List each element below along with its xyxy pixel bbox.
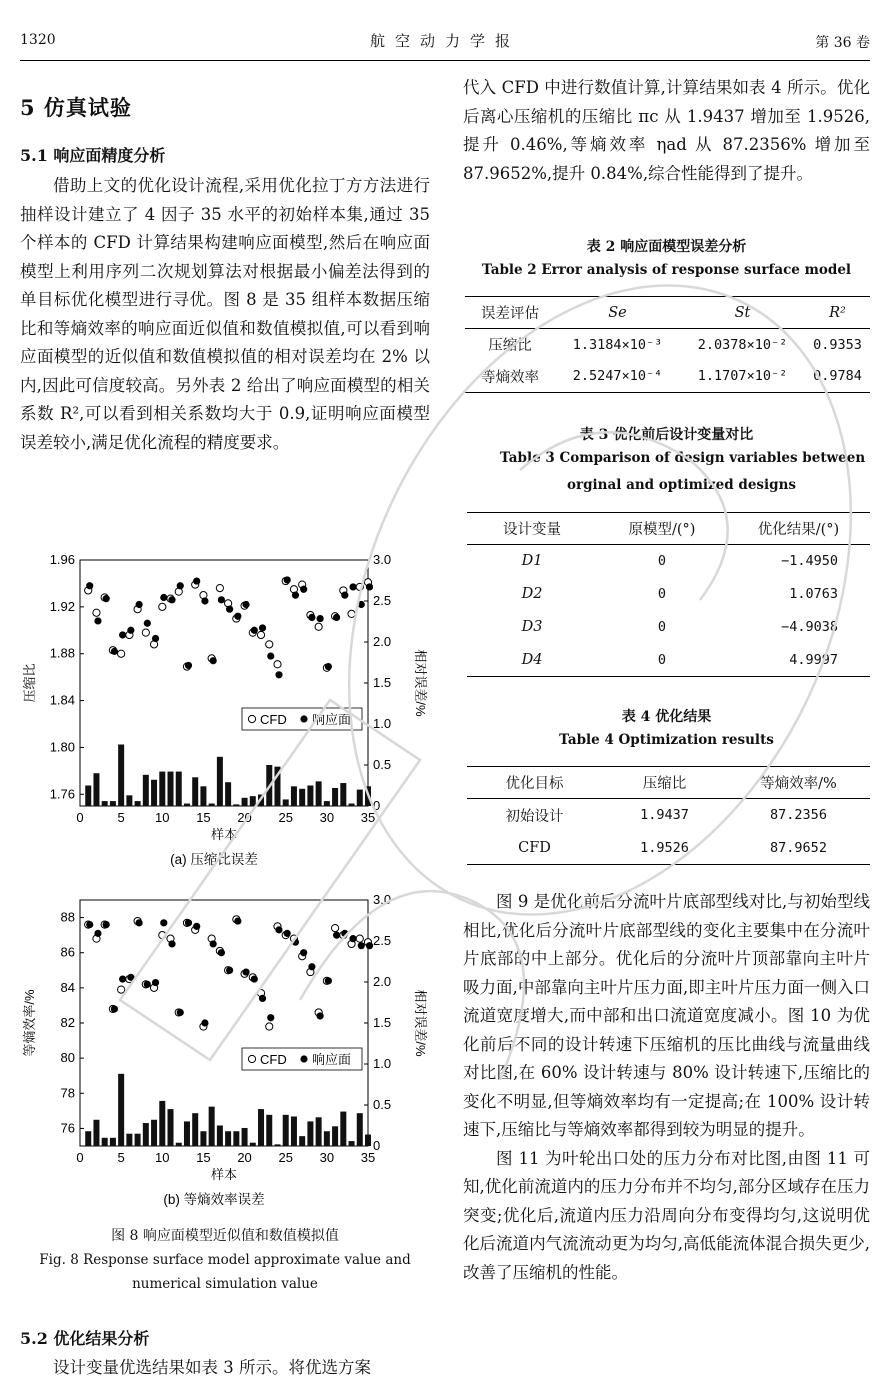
response-surface-point [284, 576, 291, 583]
cfd-point [274, 661, 281, 668]
table-row [467, 611, 870, 644]
right-paragraph-2: 图 9 是优化前后分流叶片底部型线对比,与初始型线相比,优化后分流叶片底部型线的变化主要集中在分流叶片底部的中上部分。优化后的分流叶片顶部靠向主叶片吸力面,中部靠向主叶片压力面,即主叶片压力面一侧入口流道宽度增大,而中部和出口流道宽度减小。图 10 为优化前后不同的设计转速下压缩机的压比曲线与流量曲线对比图,在 60% 设计转速与 80% 设计转速下,压缩比的变化不明显,但等熵效率均有一定提高;在 100% 设计转速下,压缩比与等熵效率都得到较为明显的提升。 [463, 892, 870, 1139]
x-tick-label: 0 [76, 810, 84, 825]
table-cell: 1.0763 [789, 586, 838, 602]
response-surface-point [127, 627, 134, 634]
table-cell: 0.9784 [813, 368, 862, 385]
error-bar [102, 801, 108, 806]
error-bar [217, 757, 223, 806]
response-surface-point [308, 614, 315, 621]
response-surface-point [185, 919, 192, 926]
cfd-point [159, 603, 166, 610]
response-surface-point [349, 583, 356, 590]
response-surface-point [201, 597, 208, 604]
response-surface-point [185, 662, 192, 669]
y-tick-label: 86 [60, 944, 75, 960]
cfd-point [266, 1023, 273, 1030]
table-cell: CFD [518, 839, 551, 856]
error-bar [118, 1074, 124, 1146]
legend-cfd-label: CFD [260, 712, 287, 727]
table-cell: 0 [657, 586, 667, 602]
x-tick-label: 5 [117, 1150, 125, 1165]
table-cell: 1.1707×10⁻² [697, 368, 788, 385]
table-header-cell: Se [608, 304, 627, 321]
x-tick-label: 25 [278, 1150, 293, 1165]
cfd-point [93, 609, 100, 616]
response-surface-point [234, 917, 241, 924]
section-5-1-paragraph: 借助上文的优化设计流程,采用优化拉丁方方法进行抽样设计建立了 4 因子 35 水平的初始样本集,通过 35 个样本的 CFD 计算结果构建响应面模型,然后在响应面模型上利用序列二次规划算法对根据最小偏差法得到的单目标优化模型进行寻优。图 8 是 35 组样本数据压缩比和等熵效率的响应面近似值和数值模拟值,可以看到响应面模型的近似值和数值模拟值的相对误差均在 2% 以内,因此可信度较高。另外表 2 给出了响应面模型的相关系数 R²,可以看到相关系数均大于 0.9,证明响应面模型误差较小,满足优化流程的精度要求。 [20, 176, 430, 452]
table-cell: 0.9353 [813, 336, 862, 353]
table-3-title-en-line1: Table 3 Comparison of design variables between [500, 450, 866, 466]
y-tick-label: 1.84 [49, 692, 75, 708]
subfigure-caption: (a) 压缩比误差 [170, 852, 258, 867]
response-surface-point [119, 975, 126, 982]
error-bar [225, 1131, 231, 1146]
y-tick-label: 80 [60, 1050, 75, 1066]
x-tick-label: 10 [155, 1150, 170, 1165]
x-tick-label: 35 [360, 810, 376, 825]
table-header-row [465, 297, 870, 329]
error-bar [110, 1138, 116, 1146]
header-rule [20, 60, 870, 61]
response-surface-point [275, 671, 282, 678]
error-bar [126, 795, 132, 806]
table-2-title-cn: 表 2 响应面模型误差分析 [586, 239, 747, 255]
response-surface-point [251, 975, 258, 982]
y-tick-label: 76 [60, 1120, 75, 1136]
error-bar [316, 781, 322, 806]
table-cell: 初始设计 [505, 808, 564, 825]
table-row [467, 644, 870, 677]
error-bar [151, 1120, 157, 1146]
cfd-point [216, 585, 223, 592]
error-bar [258, 1109, 264, 1146]
x-tick-label: 10 [155, 810, 170, 825]
table-header-cell: 设计变量 [503, 522, 561, 538]
table-row [467, 832, 870, 865]
response-surface-point [341, 592, 348, 599]
volume-label: 第 36 卷 [815, 35, 870, 51]
table-cell: −4.9038 [781, 619, 838, 635]
table-cell: 0 [657, 619, 667, 635]
response-surface-point [218, 596, 225, 603]
response-surface-point [366, 583, 373, 590]
error-bar [110, 801, 116, 806]
y2-axis-label: 相对误差/% [413, 649, 428, 717]
table-cell: 87.9652 [770, 839, 827, 856]
response-surface-point [292, 939, 299, 946]
error-bar [118, 745, 124, 807]
y2-tick-label: 0.5 [373, 757, 392, 772]
error-bar [184, 1121, 190, 1146]
right-paragraph-1: 代入 CFD 中进行数值计算,计算结果如表 4 所示。优化后离心压缩机的压缩比 πc 从 1.9437 增加至 1.9526,提升 0.46%,等熵效率 ηad 从 87.2356% 增加至 87.9652%,提升 0.84%,综合性能得到了提升。 [463, 78, 870, 183]
response-surface-point [325, 977, 332, 984]
error-bar [340, 1112, 346, 1146]
y2-tick-label: 2.5 [373, 593, 392, 608]
legend-rs-label: 响应面 [312, 1052, 352, 1067]
y2-tick-label: 2.5 [373, 933, 392, 948]
error-bar [357, 790, 363, 806]
response-surface-point [325, 663, 332, 670]
error-bar [283, 799, 289, 806]
table-3-title-cn: 表 3 优化前后设计变量对比 [579, 427, 754, 443]
table-cell: D1 [521, 553, 543, 570]
error-bar [151, 780, 157, 806]
response-surface-point [152, 979, 159, 986]
error-bar [192, 777, 198, 806]
response-surface-point [111, 1005, 118, 1012]
error-bar [274, 767, 280, 806]
error-bar [85, 1131, 91, 1146]
error-bar [299, 1136, 305, 1146]
y-tick-label: 1.80 [49, 739, 75, 755]
response-surface-point [210, 657, 217, 664]
table-header-row [467, 767, 870, 799]
error-bar [291, 786, 297, 806]
error-bar [225, 782, 231, 806]
response-surface-point [193, 577, 200, 584]
response-surface-point [226, 606, 233, 613]
figure-8-caption-en-line1: Fig. 8 Response surface model approximate value and [39, 1252, 411, 1268]
y2-tick-label: 3.0 [373, 892, 392, 907]
x-axis-label: 样本 [210, 1167, 238, 1182]
table-cell: 2.0378×10⁻² [697, 336, 788, 353]
response-surface-point [267, 1014, 274, 1021]
x-tick-label: 30 [319, 810, 335, 825]
response-surface-point [136, 919, 143, 926]
y-tick-label: 1.96 [49, 552, 75, 567]
error-bar [168, 772, 174, 806]
error-bar [192, 1113, 198, 1146]
legend-rs-marker [300, 715, 307, 722]
error-bar [316, 1117, 322, 1146]
subfigure-caption: (b) 等熵效率误差 [163, 1192, 265, 1207]
table-cell: 1.3184×10⁻³ [572, 336, 663, 353]
y-tick-label: 1.88 [49, 645, 75, 661]
cfd-point [356, 935, 363, 942]
table-header-cell: 等熵效率/% [760, 776, 837, 792]
table-cell: 4.9997 [789, 651, 838, 668]
error-bar [250, 1143, 256, 1146]
response-surface-point [86, 921, 93, 928]
legend-cfd-marker [248, 715, 255, 722]
section-5-title: 5 仿真试验 [20, 95, 132, 120]
x-axis-label: 样本 [210, 827, 238, 842]
section-5-1-title: 5.1 响应面精度分析 [20, 146, 166, 165]
table-cell: 0 [657, 651, 667, 668]
table-header-cell: 优化目标 [505, 776, 564, 792]
table-cell: D2 [521, 586, 543, 602]
error-bar [266, 765, 272, 806]
section-5-2-paragraph: 设计变量优选结果如表 3 所示。将优选方案 [53, 1358, 371, 1377]
x-tick-label: 20 [237, 810, 252, 825]
response-surface-point [333, 614, 340, 621]
y2-tick-label: 0 [373, 798, 381, 813]
error-bar [332, 1126, 338, 1146]
x-tick-label: 30 [319, 1150, 335, 1165]
cfd-point [118, 650, 125, 657]
error-bar [274, 1144, 280, 1146]
table-header-cell: 误差评估 [481, 306, 539, 322]
response-surface-point [341, 930, 348, 937]
response-surface-point [358, 942, 365, 949]
table-header-cell: St [734, 304, 751, 321]
legend-cfd-label: CFD [260, 1052, 287, 1067]
response-surface-point [152, 635, 159, 642]
cfd-point [257, 631, 264, 638]
y2-tick-label: 0.5 [373, 1097, 392, 1112]
response-surface-point [168, 596, 175, 603]
table-cell: 1.9526 [640, 839, 689, 856]
error-bar [307, 1121, 313, 1146]
figure-8-caption-en-line2: numerical simulation value [132, 1276, 318, 1292]
error-bar [184, 804, 190, 806]
response-surface-point [275, 926, 282, 933]
error-bar [168, 1109, 174, 1146]
error-bar [324, 1131, 330, 1146]
error-bar [217, 1126, 223, 1147]
section-5-2-title: 5.2 优化结果分析 [20, 1329, 150, 1348]
response-surface-point [94, 930, 101, 937]
table-cell: 等熵效率 [481, 369, 539, 386]
error-bar [307, 786, 313, 807]
error-bar [135, 801, 141, 806]
response-surface-point [300, 586, 307, 593]
x-tick-label: 15 [196, 1150, 211, 1165]
response-surface-point [366, 942, 373, 949]
error-bar [258, 795, 264, 806]
error-bar [299, 789, 305, 806]
y2-tick-label: 0 [373, 1138, 381, 1153]
table-4 [467, 766, 870, 865]
table-row [467, 578, 870, 611]
table-header-cell: R² [829, 304, 846, 321]
table-cell: −1.4950 [781, 553, 838, 570]
x-tick-label: 0 [76, 1150, 84, 1165]
table-header-cell: 优化结果/(°) [757, 522, 840, 538]
error-bar [332, 788, 338, 806]
error-bar [365, 786, 371, 806]
response-surface-point [127, 974, 134, 981]
x-tick-label: 35 [360, 1150, 376, 1165]
table-cell: 87.2356 [770, 807, 827, 824]
legend-rs-marker [300, 1055, 307, 1062]
error-bar [159, 1101, 165, 1146]
cfd-point [331, 925, 338, 932]
error-bar [200, 1131, 206, 1146]
error-bar [242, 1128, 248, 1146]
response-surface-point [358, 601, 365, 608]
response-surface-point [333, 932, 340, 939]
table-row [467, 545, 870, 578]
response-surface-point [86, 582, 93, 589]
response-surface-point [103, 921, 110, 928]
error-bar [340, 783, 346, 806]
y-tick-label: 1.92 [49, 598, 75, 614]
table-cell: 2.5247×10⁻⁴ [572, 368, 663, 385]
response-surface-point [259, 995, 266, 1002]
error-bar [233, 1131, 239, 1146]
legend-rs-label: 响应面 [312, 712, 352, 727]
error-bar [209, 1107, 215, 1146]
response-surface-point [251, 627, 258, 634]
response-surface-point [242, 601, 249, 608]
y2-tick-label: 1.0 [373, 1056, 392, 1071]
response-surface-point [160, 594, 167, 601]
y2-axis-label: 相对误差/% [413, 989, 428, 1057]
response-surface-point [111, 648, 118, 655]
error-bar [242, 798, 248, 806]
error-bar [250, 796, 256, 806]
cfd-point [348, 610, 355, 617]
table-cell: 0 [657, 553, 667, 570]
response-surface-point [242, 968, 249, 975]
y-axis-label: 压缩比 [22, 663, 37, 703]
error-bar [349, 1141, 355, 1146]
response-surface-point [136, 601, 143, 608]
y-tick-label: 84 [60, 979, 75, 995]
table-header-cell: 压缩比 [642, 776, 687, 792]
error-bar [176, 1143, 182, 1146]
y-tick-label: 78 [60, 1085, 75, 1101]
running-header [20, 28, 870, 54]
response-surface-point [218, 949, 225, 956]
table-row [467, 799, 870, 832]
table-4-title-cn: 表 4 优化结果 [621, 709, 712, 725]
x-tick-label: 25 [278, 810, 293, 825]
response-surface-point [284, 930, 291, 937]
table-3-title-en-line2: orginal and optimized designs [567, 477, 797, 493]
error-bar [93, 773, 99, 806]
y-axis-label: 等熵效率/% [22, 989, 37, 1057]
chart-a-compression-ratio [20, 548, 430, 878]
y2-tick-label: 1.5 [373, 1015, 392, 1030]
figure-8-caption-cn: 图 8 响应面模型近似值和数值模拟值 [111, 1228, 339, 1244]
error-bar [176, 772, 182, 806]
table-4-title-en: Table 4 Optimization results [559, 732, 774, 748]
response-surface-point [349, 935, 356, 942]
chart-b-isentropic-efficiency [20, 888, 430, 1218]
cfd-point [159, 932, 166, 939]
error-bar [266, 1115, 272, 1146]
error-bar [365, 1135, 371, 1146]
table-cell: D3 [521, 619, 543, 635]
error-bar [143, 1123, 149, 1146]
response-surface-point [259, 624, 266, 631]
cfd-point [266, 641, 273, 648]
response-surface-point [201, 1019, 208, 1026]
y2-tick-label: 3.0 [373, 552, 392, 567]
error-bar [291, 1116, 297, 1146]
error-bar [135, 1134, 141, 1146]
response-surface-point [308, 963, 315, 970]
error-bar [200, 786, 206, 806]
response-surface-point [103, 595, 110, 602]
response-surface-point [144, 981, 151, 988]
y2-tick-label: 2.0 [373, 634, 392, 649]
legend-cfd-marker [248, 1055, 255, 1062]
error-bar [102, 1138, 108, 1146]
error-bar [357, 1113, 363, 1146]
table-header-cell: 原模型/(°) [628, 522, 696, 538]
page-number: 1320 [20, 32, 56, 48]
y-tick-label: 88 [60, 909, 75, 925]
table-header-row [467, 513, 870, 545]
table-2-title-en: Table 2 Error analysis of response surface model [481, 262, 852, 278]
response-surface-point [94, 617, 101, 624]
y2-tick-label: 1.0 [373, 716, 392, 731]
response-surface-point [119, 631, 126, 638]
response-surface-point [193, 923, 200, 930]
error-bar [324, 801, 330, 806]
table-3 [467, 512, 870, 677]
error-bar [143, 775, 149, 806]
error-bar [209, 804, 215, 806]
table-cell: D4 [521, 651, 543, 668]
response-surface-point [267, 652, 274, 659]
response-surface-point [317, 615, 324, 622]
right-paragraph-3: 图 11 为叶轮出口处的压力分布对比图,由图 11 可知,优化前流道内的压力分布并不均匀,部分区域存在压力突变;优化后,流道内压力沿周向分布变得均匀,这说明优化后流道内气流流动更为均匀,高低能流体混合损失更少,改善了压缩机的性能。 [463, 1148, 870, 1282]
y2-tick-label: 1.5 [373, 675, 392, 690]
response-surface-point [144, 620, 151, 627]
cfd-point [142, 629, 149, 636]
response-surface-point [168, 940, 175, 947]
cfd-point [315, 623, 322, 630]
response-surface-point [317, 1012, 324, 1019]
table-row [465, 361, 870, 393]
x-tick-label: 5 [117, 810, 125, 825]
journal-title: 航空动力学报 [369, 32, 520, 50]
table-cell: 1.9437 [640, 807, 689, 824]
error-bar [233, 804, 239, 806]
error-bar [349, 804, 355, 806]
x-tick-label: 20 [237, 1150, 252, 1165]
error-bar [283, 1115, 289, 1146]
response-surface-point [177, 582, 184, 589]
error-bar [126, 1134, 132, 1146]
y2-tick-label: 2.0 [373, 974, 392, 989]
table-row [465, 329, 870, 361]
error-bar [159, 772, 165, 806]
cfd-point [356, 583, 363, 590]
y-tick-label: 1.76 [49, 786, 75, 802]
response-surface-point [234, 613, 241, 620]
table-2 [465, 296, 870, 393]
x-tick-label: 15 [196, 810, 211, 825]
error-bar [93, 1120, 99, 1146]
response-surface-point [300, 949, 307, 956]
table-cell: 压缩比 [488, 338, 532, 355]
response-surface-point [226, 967, 233, 974]
response-surface-point [210, 940, 217, 947]
y-tick-label: 82 [60, 1015, 75, 1030]
response-surface-point [160, 919, 167, 926]
cfd-point [118, 986, 125, 993]
error-bar [85, 786, 91, 807]
response-surface-point [292, 592, 299, 599]
response-surface-point [177, 1009, 184, 1016]
